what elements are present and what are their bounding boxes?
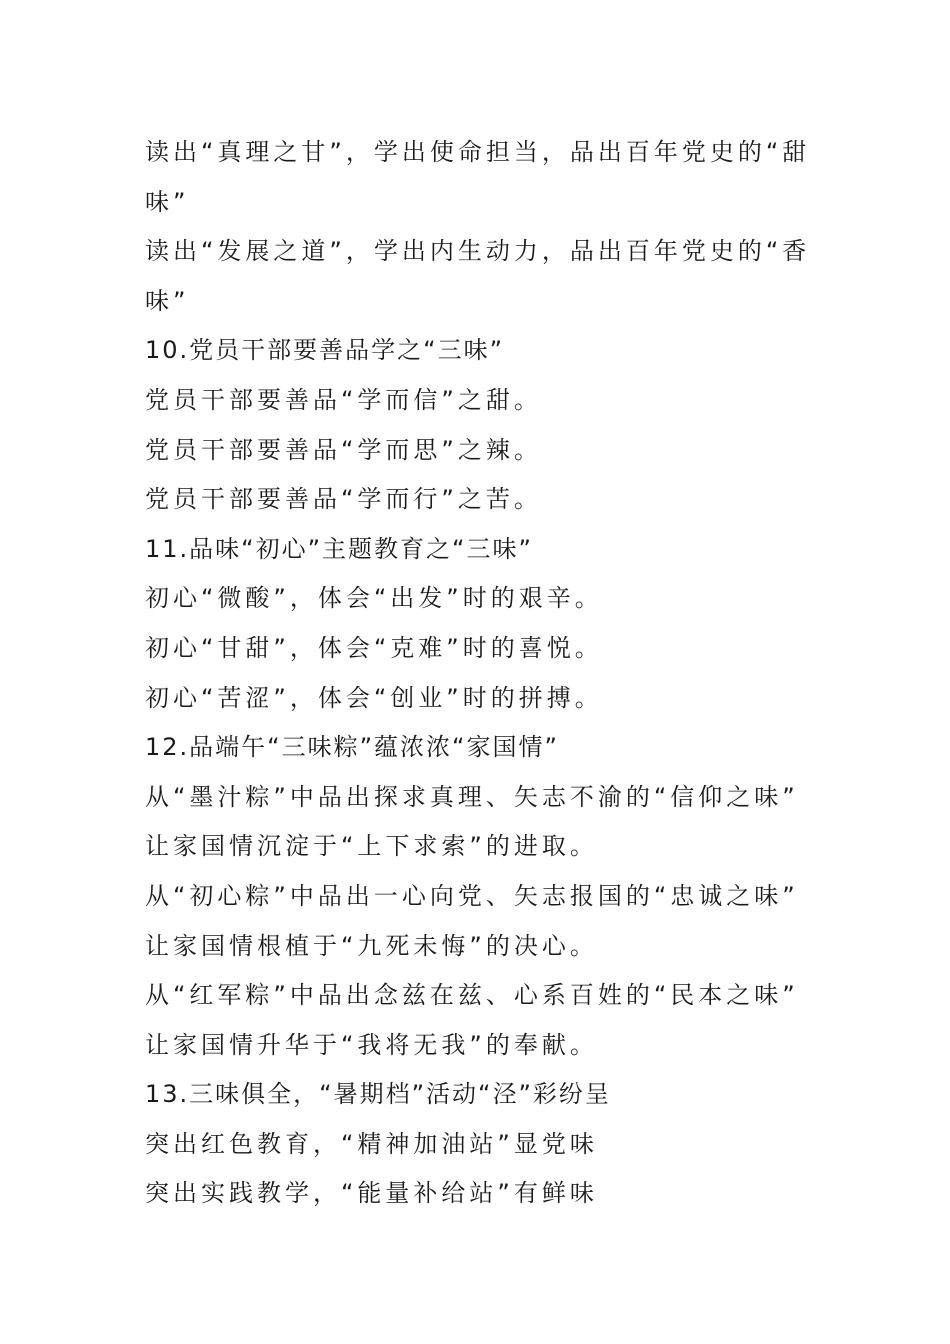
text-line: 让家国情沉淀于“上下求索”的进取。: [145, 832, 598, 861]
text-line: 味”: [145, 187, 190, 216]
text-line: 读出“发展之道”，学出内生动力，品出百年党史的“香: [145, 237, 811, 266]
text-line: 初心“甘甜”，体会“克难”时的喜悦。: [145, 633, 603, 662]
text-line: 突出实践教学，“能量补给站”有鲜味: [145, 1179, 598, 1208]
section-heading: 11.品味“初心”主题教育之“三味”: [145, 534, 533, 563]
text-line: 党员干部要善品“学而行”之苦。: [145, 485, 542, 514]
text-line: 从“红军粽”中品出念兹在兹、心系百姓的“民本之味”: [145, 981, 799, 1010]
text-line: 党员干部要善品“学而思”之辣。: [145, 435, 542, 464]
text-line: 读出“真理之甘”，学出使命担当，品出百年党史的“甜: [145, 138, 811, 166]
section-heading: 13.三味俱全，“暑期档”活动“泾”彩纷呈: [145, 1080, 611, 1109]
text-line: 初心“苦涩”，体会“创业”时的拼搏。: [145, 683, 603, 712]
text-line: 初心“微酸”，体会“出发”时的艰辛。: [145, 584, 603, 613]
text-line: 党员干部要善品“学而信”之甜。: [145, 385, 542, 414]
section-heading: 10.党员干部要善品学之“三味”: [145, 336, 505, 365]
text-line: 让家国情根植于“九死未悔”的决心。: [145, 931, 598, 960]
document-body: [145, 128, 825, 1219]
text-line: 从“初心粽”中品出一心向党、矢志报国的“忠诚之味”: [145, 881, 799, 910]
text-line: 让家国情升华于“我将无我”的奉献。: [145, 1030, 598, 1059]
section-heading: 12.品端午“三味粽”蕴浓浓“家国情”: [145, 733, 559, 762]
text-line: 味”: [145, 286, 190, 315]
text-line: 突出红色教育，“精神加油站”显党味: [145, 1129, 598, 1158]
text-line: 从“墨汁粽”中品出探求真理、矢志不渝的“信仰之味”: [145, 782, 799, 811]
